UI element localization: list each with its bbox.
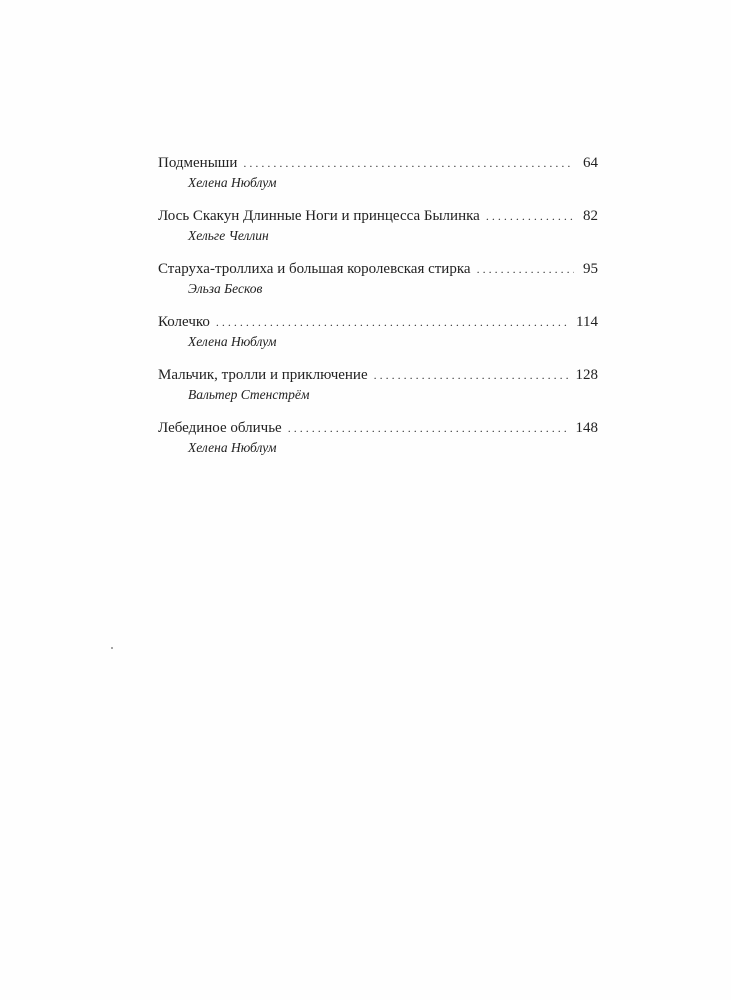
toc-author: Хелена Нюблум	[188, 175, 277, 190]
toc-title: Лось Скакун Длинные Ноги и принцесса Былинка	[158, 208, 480, 224]
toc-title: Подменыши	[158, 155, 238, 171]
toc-line	[158, 365, 598, 385]
toc-page-number: 128	[575, 367, 598, 383]
toc-page-number: 114	[576, 314, 598, 330]
dot-leader	[477, 259, 574, 279]
toc-entry	[158, 153, 598, 192]
toc-entry	[158, 365, 598, 404]
toc-title: Старуха-троллиха и большая королевская стирка	[158, 261, 471, 277]
dot-leader	[374, 365, 570, 385]
toc-author: Хельге Челлин	[188, 228, 269, 243]
toc-author: Хелена Нюблум	[188, 334, 277, 349]
toc-page-number: 95	[583, 261, 598, 277]
toc-line	[158, 259, 598, 279]
print-speck	[111, 647, 113, 649]
dot-leader	[216, 312, 570, 332]
toc-title: Колечко	[158, 314, 210, 330]
toc-entry	[158, 312, 598, 351]
toc-entry	[158, 259, 598, 298]
toc-entry	[158, 206, 598, 245]
toc-author: Хелена Нюблум	[188, 440, 277, 455]
toc-page-number: 82	[583, 208, 598, 224]
toc-title: Мальчик, тролли и приключение	[158, 367, 368, 383]
toc-line	[158, 153, 598, 173]
toc-entry	[158, 418, 598, 457]
toc-page-number: 64	[583, 155, 598, 171]
toc-line	[158, 418, 598, 438]
table-of-contents	[158, 153, 598, 471]
toc-page-number: 148	[575, 420, 598, 436]
dot-leader	[288, 418, 570, 438]
dot-leader	[486, 206, 574, 226]
toc-line	[158, 206, 598, 226]
toc-title: Лебединое обличье	[158, 420, 282, 436]
dot-leader	[243, 153, 574, 173]
toc-author: Эльза Бесков	[188, 281, 263, 296]
toc-line	[158, 312, 598, 332]
toc-author: Вальтер Стенстрём	[188, 387, 310, 402]
